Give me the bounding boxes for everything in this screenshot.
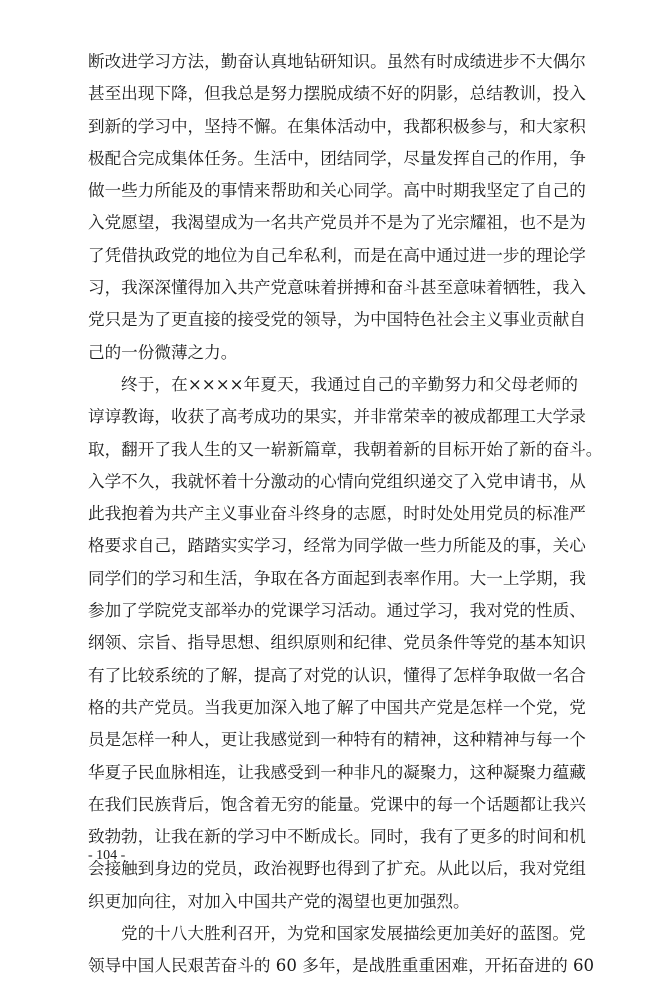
- text-line: 领导中国人民艰苦奋斗的 60 多年，是战胜重重困难，开拓奋进的 60: [88, 956, 595, 976]
- text-line: 谆谆教诲，收获了高考成功的果实，并非常荣幸的被成都理工大学录: [88, 407, 586, 427]
- text-line: 终于，在××××年夏天，我通过自己的辛勤努力和父母老师的: [121, 374, 578, 394]
- text-line: 断改进学习方法，勤奋认真地钻研知识。虽然有时成绩进步不大偶尔: [88, 52, 586, 71]
- text-line: 致勃勃，让我在新的学习中不断成长。同时，我有了更多的时间和机: [88, 827, 586, 847]
- text-line: 了凭借执政党的地位为自己牟私利，而是在高中通过进一步的理论学: [88, 245, 586, 265]
- text-line: 做一些力所能及的事情来帮助和关心同学。高中时期我坚定了自己的: [88, 181, 586, 201]
- text-line: 甚至出现下降，但我总是努力摆脱成绩不好的阴影，总结教训，投入: [88, 84, 586, 104]
- text-line: 格要求自己，踏踏实实学习，经常为同学做一些力所能及的事，关心: [88, 536, 586, 556]
- text-line: 极配合完成集体任务。生活中，团结同学，尽量发挥自己的作用，争: [88, 148, 586, 168]
- text-line: 到新的学习中，坚持不懈。在集体活动中，我都积极参与，和大家积: [88, 116, 586, 136]
- page-number: - 104 -: [88, 848, 126, 863]
- text-line: 己的一份微薄之力。: [88, 342, 238, 362]
- text-line: 同学们的学习和生活，争取在各方面起到表率作用。大一上学期，我: [88, 568, 586, 588]
- text-line: 习，我深深懂得加入共产党意味着拼搏和奋斗甚至意味着牺牲，我入: [88, 278, 586, 298]
- text-line: 会接触到身边的党员，政治视野也得到了扩充。从此以后，我对党组: [88, 859, 586, 879]
- body-text: [88, 46, 603, 983]
- text-line: 入学不久，我就怀着十分激动的心情向党组织递交了入党申请书，从: [88, 471, 586, 491]
- text-line: 在我们民族背后，饱含着无穷的能量。党课中的每一个话题都让我兴: [88, 794, 586, 814]
- text-line: 取，翻开了我人生的又一崭新篇章，我朝着新的目标开始了新的奋斗。: [88, 439, 603, 459]
- text-line: 有了比较系统的了解，提高了对党的认识，懂得了怎样争取做一名合: [88, 665, 586, 685]
- text-line: 纲领、宗旨、指导思想、组织原则和纪律、党员条件等党的基本知识: [88, 633, 586, 653]
- text-line: 员是怎样一种人，更让我感觉到一种特有的精神，这种精神与每一个: [88, 730, 586, 750]
- text-line: 党的十八大胜利召开，为党和国家发展描绘更加美好的蓝图。党: [121, 924, 586, 944]
- text-line: 党只是为了更直接的接受党的领导，为中国特色社会主义事业贡献自: [88, 310, 586, 330]
- text-line: 华夏子民血脉相连，让我感受到一种非凡的凝聚力，这种凝聚力蕴藏: [88, 762, 586, 782]
- text-line: 格的共产党员。当我更加深入地了解了中国共产党是怎样一个党，党: [88, 697, 586, 717]
- text-line: 此我抱着为共产主义事业奋斗终身的志愿，时时处处用党员的标准严: [88, 504, 586, 524]
- text-line: 织更加向往，对加入中国共产党的渴望也更加强烈。: [88, 891, 470, 911]
- text-line: 入党愿望，我渴望成为一名共产党员并不是为了光宗耀祖，也不是为: [88, 213, 586, 233]
- text-line: 参加了学院党支部举办的党课学习活动。通过学习，我对党的性质、: [88, 601, 586, 621]
